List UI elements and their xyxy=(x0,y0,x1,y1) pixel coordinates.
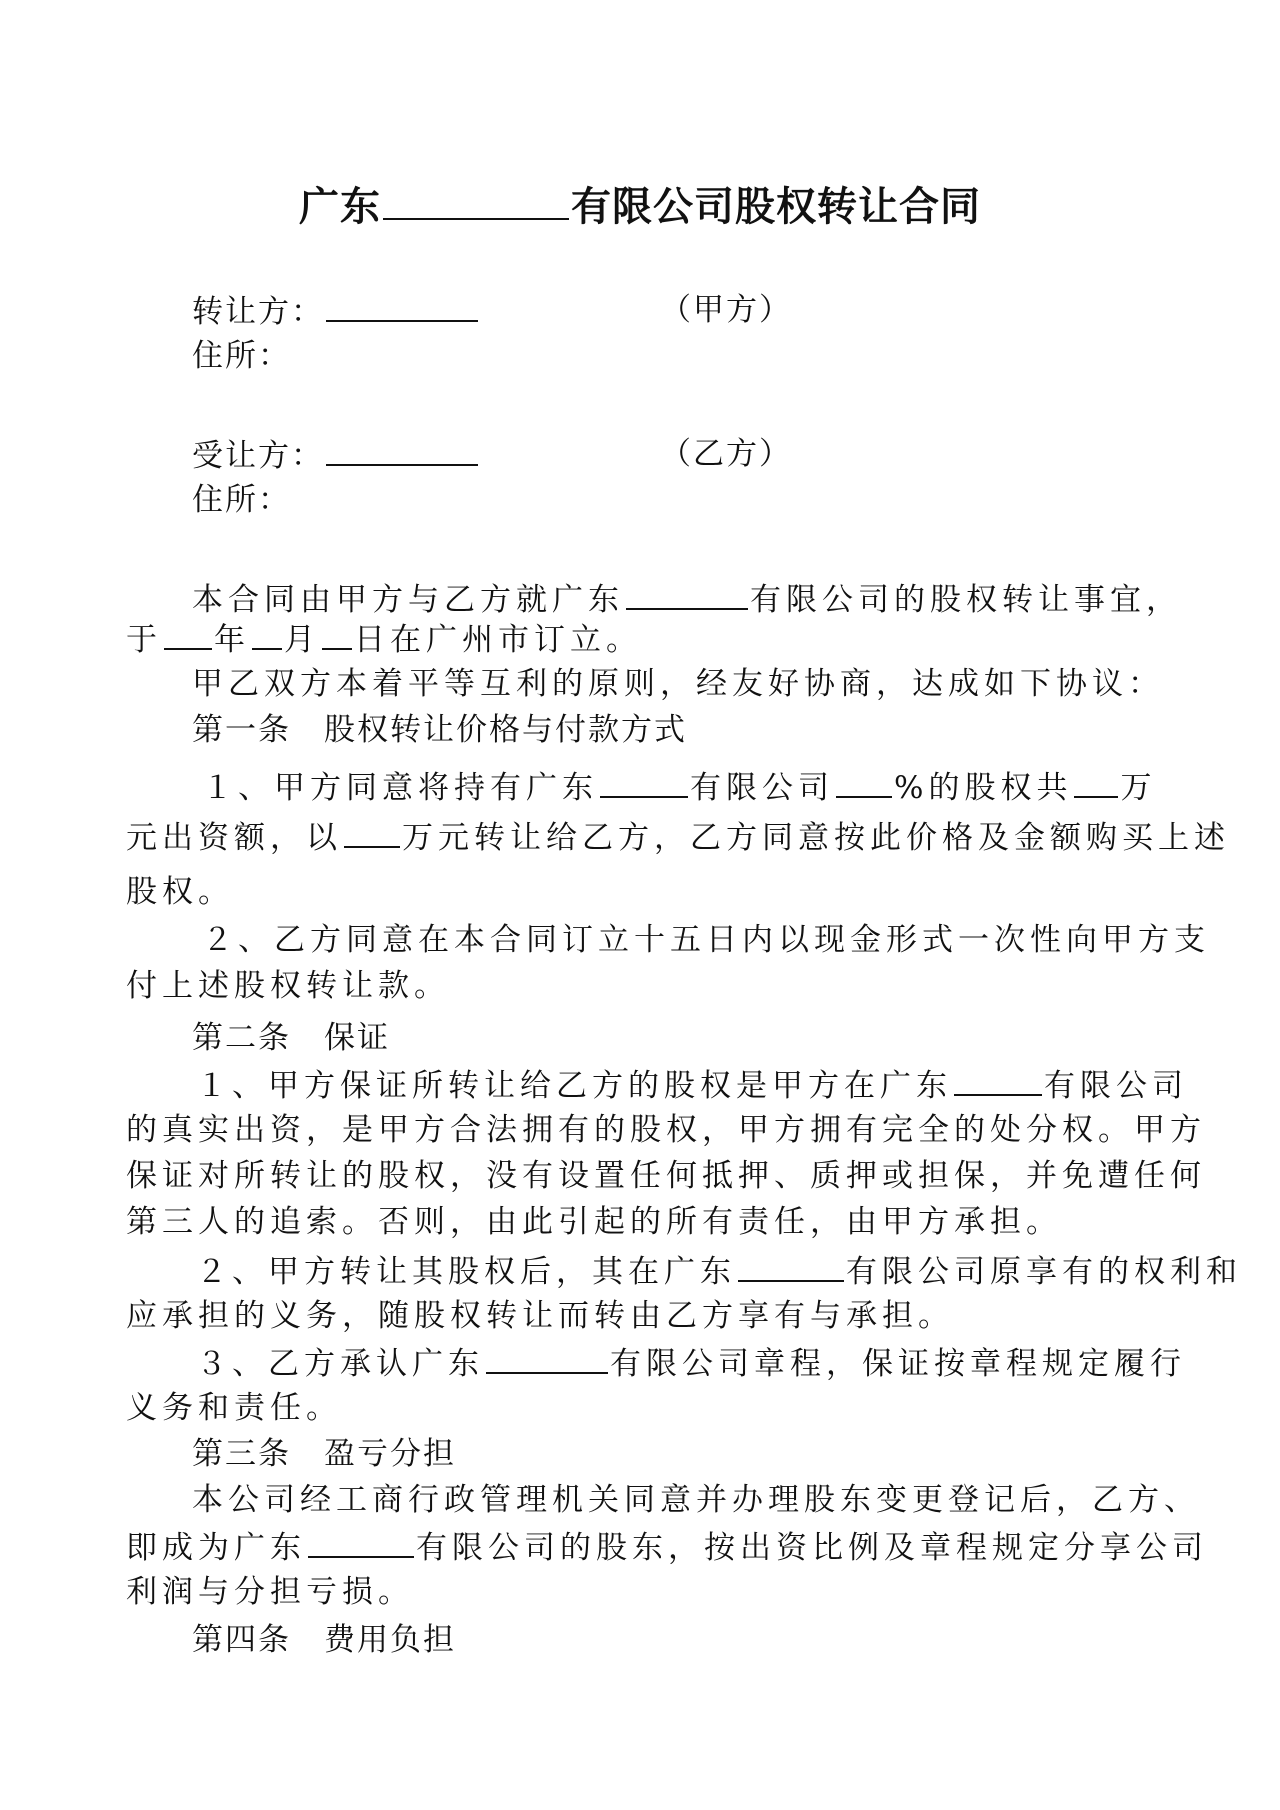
clause-text: 有限公司 xyxy=(690,770,834,806)
party-b-row xyxy=(192,434,480,476)
clause-text: 有限公司 xyxy=(1044,1068,1188,1104)
day-blank xyxy=(322,618,352,650)
art2-p1-line-2: 的真实出资，是甲方合法拥有的股权，甲方拥有完全的处分权。甲方 xyxy=(126,1112,1206,1148)
intro-line-2 xyxy=(126,618,642,660)
art3-p1-line-3: 利润与分担亏损。 xyxy=(126,1574,414,1610)
article-3-heading: 第三条 盈亏分担 xyxy=(192,1436,456,1472)
company-name-blank xyxy=(383,178,569,220)
intro-text: 有限公司的股权转让事宜， xyxy=(750,582,1182,618)
clause-text: 有限公司原享有的权利和 xyxy=(846,1254,1242,1290)
intro-line-3: 甲乙双方本着平等互利的原则，经友好协商，达成如下协议： xyxy=(192,666,1164,702)
art2-p1-line-4: 第三人的追索。否则，由此引起的所有责任，由甲方承担。 xyxy=(126,1204,1062,1240)
party-b-name-blank xyxy=(326,434,478,466)
clause-text: 万 xyxy=(1120,770,1157,806)
art3-p1-line-2 xyxy=(126,1526,1208,1568)
art3-p1-line-1: 本公司经工商行政管理机关同意并办理股东变更登记后，乙方、 xyxy=(192,1482,1200,1518)
clause-text: １、甲方保证所转让给乙方的股权是甲方在广东 xyxy=(196,1068,952,1104)
clause-text: ２、甲方转让其股权后，其在广东 xyxy=(196,1254,736,1290)
art2-p3-line-2: 义务和责任。 xyxy=(126,1390,342,1426)
company-name-blank xyxy=(486,1342,608,1374)
company-name-blank xyxy=(954,1064,1042,1096)
art2-p2-line-1 xyxy=(196,1250,1242,1292)
article-4-heading: 第四条 费用负担 xyxy=(192,1622,456,1658)
article-1-heading: 第一条 股权转让价格与付款方式 xyxy=(192,712,687,748)
clause-text: 有限公司的股东，按出资比例及章程规定分享公司 xyxy=(416,1530,1208,1566)
article-2-heading: 第二条 保证 xyxy=(192,1020,390,1056)
clause-text: 万元转让给乙方，乙方同意按此价格及金额购买上述 xyxy=(402,820,1230,856)
art1-p1-line-2 xyxy=(126,816,1230,858)
intro-text: 年 xyxy=(214,622,250,658)
party-a-role: （甲方） xyxy=(660,292,792,328)
title-prefix: 广东 xyxy=(299,184,381,230)
art1-p2-line-1: ２、乙方同意在本合同订立十五日内以现金形式一次性向甲方支 xyxy=(202,922,1210,958)
art2-p3-line-1 xyxy=(196,1342,1186,1384)
party-a-label: 转让方： xyxy=(192,294,324,330)
clause-text: 即成为广东 xyxy=(126,1530,306,1566)
intro-text: 日在广州市订立。 xyxy=(354,622,642,658)
art1-p1-line-3: 股权。 xyxy=(126,874,234,910)
intro-text: 月 xyxy=(284,622,320,658)
title-suffix: 有限公司股权转让合同 xyxy=(571,184,981,230)
party-b-address-label: 住所： xyxy=(192,482,291,518)
art2-p2-line-2: 应承担的义务，随股权转让而转由乙方享有与承担。 xyxy=(126,1298,954,1334)
party-a-address-label: 住所： xyxy=(192,338,291,374)
party-b-label: 受让方： xyxy=(192,438,324,474)
company-name-blank xyxy=(738,1250,844,1282)
capital-blank xyxy=(1074,766,1118,798)
party-b-role: （乙方） xyxy=(660,436,792,472)
company-name-blank xyxy=(600,766,688,798)
clause-text: 有限公司章程，保证按章程规定履行 xyxy=(610,1346,1186,1382)
party-a-name-blank xyxy=(326,290,478,322)
art2-p1-line-1 xyxy=(196,1064,1188,1106)
month-blank xyxy=(252,618,282,650)
clause-text: 元出资额，以 xyxy=(126,820,342,856)
page-title xyxy=(0,178,1280,235)
percent-blank xyxy=(836,766,892,798)
clause-text: ３、乙方承认广东 xyxy=(196,1346,484,1382)
intro-line-1 xyxy=(192,578,1182,620)
art1-p2-line-2: 付上述股权转让款。 xyxy=(126,968,450,1004)
year-blank xyxy=(164,618,212,650)
art1-p1-line-1 xyxy=(202,766,1156,808)
clause-text: %的股权共 xyxy=(894,770,1073,806)
intro-text: 本合同由甲方与乙方就广东 xyxy=(192,582,624,618)
clause-text: １、甲方同意将持有广东 xyxy=(202,770,598,806)
company-name-blank xyxy=(308,1526,414,1558)
intro-text: 于 xyxy=(126,622,162,658)
price-blank xyxy=(344,816,400,848)
party-a-row xyxy=(192,290,480,332)
company-name-blank xyxy=(626,578,748,610)
art2-p1-line-3: 保证对所转让的股权，没有设置任何抵押、质押或担保，并免遭任何 xyxy=(126,1158,1206,1194)
